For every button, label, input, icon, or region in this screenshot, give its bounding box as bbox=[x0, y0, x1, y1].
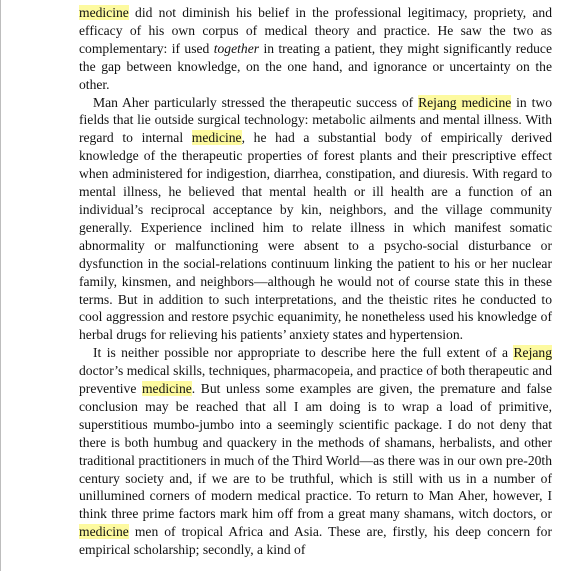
text-run: . But unless some examples are given, the premature and false conclusion may be reached that all I am doing is to wrap a load of primitive, superstitious mumbo-jumbo into a seemingly scientific package. I do not deny that there is both humbug and quackery in the methods of shamans, herbalists, and other traditional practitioners in much of the Third World—as there was in our own pre-20th century society and, if we are to be truthful, which is still with us in a number of unillumined corners of modern medical practice. To return to Man Aher, however, I think three prime factors mark him off from a great many shamans, witch doctors, or bbox=[79, 381, 552, 522]
text-run: in treating a patient, they might significantly reduce the gap between knowledge, on the one hand, and ignorance or uncertainty on the other. bbox=[79, 40, 552, 92]
text-run: Man Aher particularly stressed the therapeutic success of bbox=[93, 94, 419, 110]
highlighted-term: Rejang medicine bbox=[418, 94, 512, 110]
text-run: , he had a substantial body of empirically derived knowledge of the therapeutic properties of forest plants and their prescriptive effect when administered for indigestion, diarrhea, constipation, and diuresis. With regard to mental illness, he believed that mental health or ill health are a function of an individual’s reciprocal acceptance by kin, neighbors, and the village community generally. Experience inclined him to relate illness in which manifest somatic abnormality or malfunctioning were absent to a psycho-social disturbance or dysfunction in the social-relations continuum linking the patient to his or her nuclear family, kinsmen, and neighbors—although he would not of course state this in these terms. But in addition to such interpretations, and the theistic rites he conducted to cool aggression and restore psychic equanimity, he nonetheless used his knowledge of herbal drugs for relieving his patients’ anxiety states and hypertension. bbox=[79, 130, 552, 343]
text-run: doctor’s medical skills, techniques, pharmacopeia, and practice of both therapeutic and preventive bbox=[79, 363, 552, 397]
paragraph bbox=[79, 4, 552, 94]
text-run: It is neither possible nor appropriate to describe here the full extent of a bbox=[93, 345, 514, 361]
text-run: in two fields that lie outside surgical technology: metabolic ailments and mental illness. With regard to internal bbox=[79, 94, 552, 146]
emphasis-text: together bbox=[213, 40, 260, 56]
highlighted-term: medicine bbox=[141, 381, 192, 397]
paragraph bbox=[79, 94, 552, 345]
highlighted-term: Rejang bbox=[513, 345, 552, 361]
highlighted-term: medicine bbox=[79, 524, 129, 540]
highlighted-term: medicine bbox=[191, 130, 242, 146]
text-run: men of tropical Africa and Asia. These are, firstly, his deep concern for empirical scholarship; secondly, a kind of bbox=[79, 524, 552, 558]
paragraph bbox=[79, 344, 552, 559]
text-run: did not diminish his belief in the professional legitimacy, propriety, and efficacy of his own corpus of medical theory and practice. He saw the two as complementary: if used bbox=[79, 5, 552, 56]
page-edge-rule bbox=[0, 0, 1, 571]
body-text bbox=[79, 4, 552, 559]
highlighted-term: medicine bbox=[79, 5, 129, 20]
